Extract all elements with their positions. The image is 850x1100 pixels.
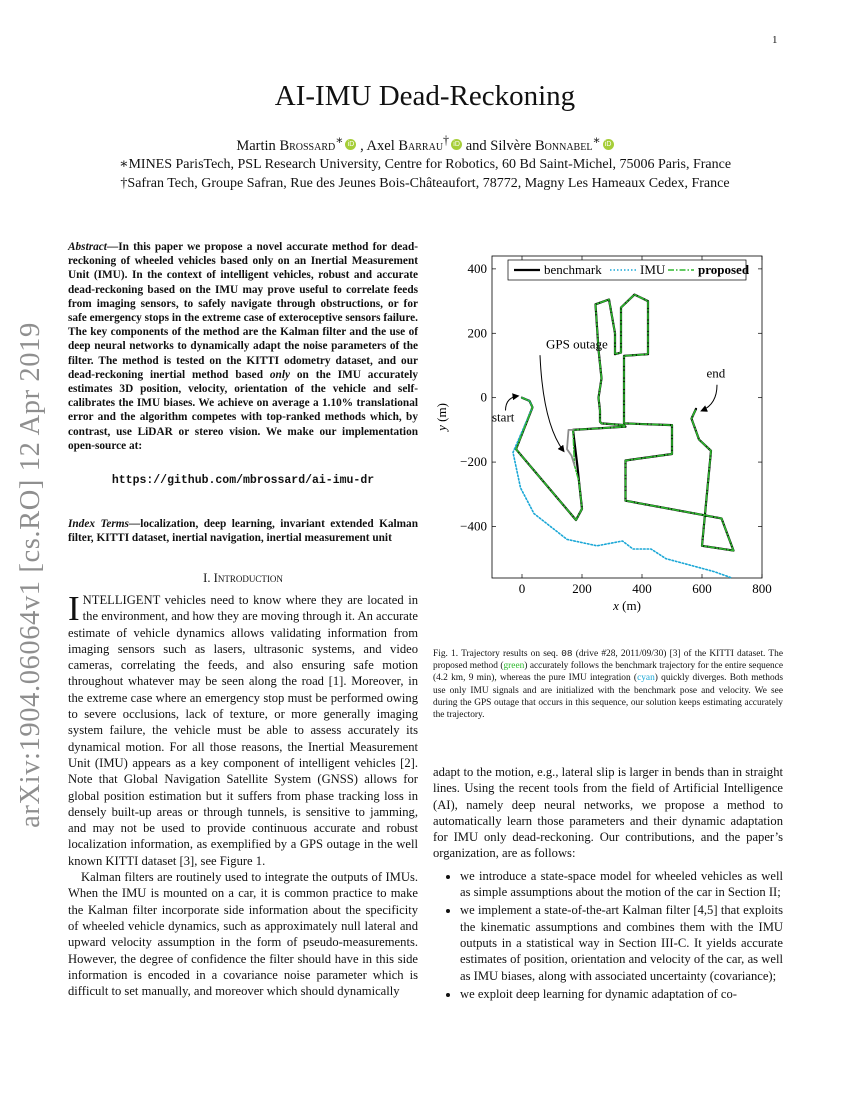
author-1-mark: ∗ bbox=[335, 133, 344, 147]
arxiv-stamp bbox=[6, 283, 56, 868]
series-proposed bbox=[516, 295, 734, 551]
author-2-first: , Axel bbox=[360, 137, 399, 154]
caption-mid1: (drive #28, 2011/09/30) [3] of the KITTI dataset. The proposed method ( bbox=[433, 649, 783, 672]
gps-outage-arrow bbox=[540, 355, 563, 451]
y-tick-label: 400 bbox=[467, 260, 487, 276]
abstract-text: —In this paper we propose a novel accurate method for dead-reckoning of wheeled vehicles based only on an Inertial Measurement Unit (IMU). In the context of intelligent vehicles, robust and accurate dead-reckoning based on the IMU may prove useful to correlate feeds from imaging sensors, to safely navigate through obstructions, or for safe emergency stops in the extreme case of exteroceptive sensors failure. The key components of the method are the Kalman filter and the use of deep neural networks to dynamically adapt the noise parameters of the filter. The method is tested on the KITTI odometry dataset, and our dead-reckoning inertial method based bbox=[68, 241, 418, 381]
x-tick-label: 400 bbox=[632, 581, 652, 596]
right-column-text bbox=[433, 764, 783, 1004]
dropcap: I bbox=[68, 589, 80, 628]
affiliation-1: ∗MINES ParisTech, PSL Research University, Centre for Robotics, 60 Bd Saint-Michel, 75006 Paris, France bbox=[118, 157, 732, 172]
caption-seq: 08 bbox=[561, 648, 573, 659]
right-paragraph: adapt to the motion, e.g., lateral slip is larger in bends than in straight lines. Using the recent tools from the field of Artificial Intelligence (AI), namely deep neural networks, we propose a method to automatically learn those parameters and their dynamic adaptation for IMU only dead-reckoning. Our contributions, and the paper’s organization, are as follows: bbox=[433, 765, 783, 861]
x-tick-label: 600 bbox=[692, 581, 712, 596]
abstract-label: Abstract bbox=[68, 241, 107, 253]
y-tick-label: −200 bbox=[460, 454, 487, 470]
orcid-icon[interactable]: iD bbox=[345, 139, 356, 150]
page-number: 1 bbox=[772, 34, 778, 46]
section-heading: I. Introduction bbox=[203, 571, 283, 585]
x-tick-label: 800 bbox=[752, 581, 772, 596]
x-tick-label: 200 bbox=[572, 581, 592, 596]
y-tick-label: −400 bbox=[460, 518, 487, 534]
contribution-item: • we introduce a state-space model for wheeled vehicles as well as simple assumptions about the motion of the car in Section II; bbox=[460, 868, 783, 901]
caption-cyan: cyan bbox=[637, 673, 655, 684]
intro-paragraph-1: NTELLIGENT vehicles need to know where they are located in the environment, and how they are moving through it. An accurate estimate of vehicle dynamics allows validating information from imaging sensors such as lasers, ultrasonic systems, and video cameras, correlating the feeds, and also ensuring safe motion throughout whatever may be seen along the road [1]. Moreover, in the extreme case where an emergency stop must be performed owing to severe occlusions, lack of texture, or more generally imaging system failure, the vehicle must be able to assess accurately its dynamical motion. For all those reasons, the Inertial Measurement Unit (IMU) appears as a key component of intelligent vehicles [2]. Note that Global Navigation Satellite System (GNSS) allows for global position estimation but it suffers from phase tracking loss in densely built-up areas or through tunnels, is sensitive to jamming, and may not be used to provide continuous accurate and robust localization information, as exemplified by a GPS outage in the well known KITTI dataset [3], see Figure 1. bbox=[68, 593, 418, 868]
orcid-icon[interactable]: iD bbox=[603, 139, 614, 150]
intro-text bbox=[68, 589, 418, 999]
repo-link[interactable]: https://github.com/mbrossard/ai-imu-dr bbox=[111, 474, 375, 487]
trajectory-plot bbox=[430, 240, 780, 620]
y-axis-label: y (m) bbox=[434, 403, 449, 431]
author-3-last: Bonnabel bbox=[534, 137, 593, 154]
author-3-first: and Silvère bbox=[465, 137, 535, 154]
caption-prefix: Fig. 1. Trajectory results on seq. bbox=[433, 649, 562, 659]
caption-mid3: ) quickly diverges. Both methods use only IMU signals and are initialized with the benchmark pose and velocity. We see during the GPS outage that occurs in this sequence, our solution keeps estimating accurately the trajectory. bbox=[433, 673, 783, 721]
author-2-last: Barrau bbox=[398, 137, 444, 154]
orcid-icon[interactable]: iD bbox=[451, 139, 462, 150]
annotation-end: end bbox=[706, 365, 726, 381]
author-2-mark: † bbox=[443, 133, 450, 147]
plot-frame bbox=[492, 256, 762, 578]
abstract-text-2: on the IMU accurately estimates 3D position, velocity, orientation of the vehicle and self-calibrates the IMU biases. We achieve on average a 1.10% translational error and the algorithm competes with top-ranked methods which, by contrast, use LiDAR or stereo vision. We make our implementation open-source at: bbox=[68, 368, 418, 452]
index-terms-text: —localization, deep learning, invariant extended Kalman filter, KITTI dataset, inertial navigation, inertial measurement unit bbox=[68, 518, 418, 545]
index-terms bbox=[68, 517, 418, 545]
contribution-item: • we exploit deep learning for dynamic adaptation of co- bbox=[460, 986, 783, 1002]
x-tick-label: 0 bbox=[518, 581, 526, 596]
author-3-mark: ∗ bbox=[592, 133, 601, 147]
x-axis-label: x (m) bbox=[613, 598, 641, 613]
paper-title: AI-IMU Dead-Reckoning bbox=[274, 80, 576, 112]
affiliation-2: †Safran Tech, Groupe Safran, Rue des Jeunes Bois-Châteaufort, 78772, Magny Les Hameaux Cedex, France bbox=[120, 176, 730, 191]
trajectory-figure bbox=[430, 240, 780, 620]
y-tick-label: 200 bbox=[467, 325, 487, 341]
intro-paragraph-2: Kalman filters are routinely used to integrate the outputs of IMUs. When the IMU is mounted on a car, it is common practice to make the Kalman filter incorporate side information about the specificity of wheeled vehicle dynamics, such as approximately null lateral and upward velocity assumption in the form of pseudo-measurements. However, the degree of confidence the filter should have in this side information is encoded in a covariance noise parameter which is difficult to set manually, and moreover which should dynamically bbox=[68, 870, 418, 999]
index-terms-label: Index Terms bbox=[68, 518, 129, 530]
figure-caption bbox=[433, 648, 783, 721]
abstract bbox=[68, 240, 418, 453]
author-1-last: Brossard bbox=[279, 137, 336, 154]
end-arrow bbox=[702, 385, 717, 411]
annotation-gps-outage: GPS outage bbox=[546, 336, 608, 352]
legend-label: benchmark bbox=[544, 262, 602, 277]
arxiv-stamp-text: arXiv:1904.06064v1 [cs.RO] 12 Apr 2019 bbox=[15, 322, 46, 828]
contribution-list bbox=[433, 868, 783, 1002]
abstract-emph: only bbox=[269, 368, 290, 381]
y-tick-label: 0 bbox=[480, 389, 487, 405]
annotation-start: start bbox=[492, 409, 515, 425]
caption-mid2: ) accurately follows the benchmark trajectory for the entire sequence (4.2 km, 9 min), whereas the pure IMU integration ( bbox=[433, 661, 783, 684]
author-1-first: Martin bbox=[236, 137, 280, 154]
start-arrow bbox=[506, 396, 518, 410]
author-line bbox=[0, 133, 850, 155]
legend-label: proposed bbox=[698, 262, 750, 277]
caption-green: green bbox=[503, 661, 525, 672]
contribution-item: • we implement a state-of-the-art Kalman filter [4,5] that exploits the kinematic assumptions and combines them with the IMU outputs in a statistical way in Section III-C. It yields accurate estimates of position, orientation and velocity of the car, as well as IMU biases, along with associated uncertainty (covariance); bbox=[460, 902, 783, 983]
legend-label: IMU bbox=[640, 262, 666, 277]
